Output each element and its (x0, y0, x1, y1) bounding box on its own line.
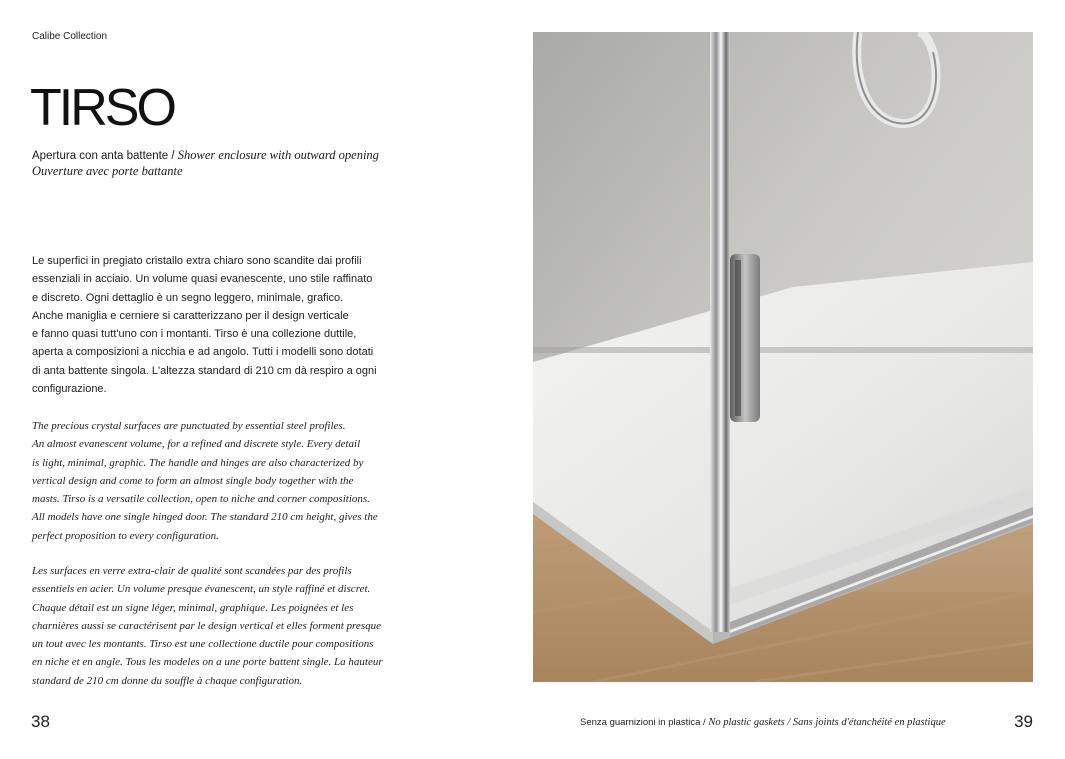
subtitle-en: Shower enclosure with outward opening (177, 148, 379, 162)
body-line: Anche maniglia e cerniere si caratterizzano per il design verticale (32, 309, 349, 322)
body-line: e fanno quasi tutt'uno con i montanti. Tirso è una collezione duttile, (32, 328, 357, 341)
subtitle (32, 148, 432, 180)
page-title: TIRSO (30, 79, 174, 137)
body-line: di anta battente singola. L'altezza standard di 210 cm dà respiro a ogni (32, 364, 377, 377)
body-line: vertical design and come to form an almost single body together with the (32, 474, 354, 487)
body-line: essenziali in acciaio. Un volume quasi evanescente, uno stile raffinato (32, 273, 373, 286)
body-line: masts. Tirso is a versatile collection, open to niche and corner compositions. (32, 493, 370, 506)
body-line: aperta a composizioni a nicchia e ad angolo. Tutti i modelli sono dotati (32, 346, 374, 359)
body-line: un tout avec les montants. Tirso est une collectione ductile pour compositions (32, 638, 374, 651)
body-line: configurazione. (32, 383, 107, 396)
body-line: Les surfaces en verre extra-clair de qualité sont scandées par des profils (32, 565, 352, 577)
body-line: All models have one single hinged door. The standard 210 cm height, gives the (32, 511, 378, 524)
body-line: An almost evanescent volume, for a refined and discrete style. Every detail (32, 438, 361, 451)
body-english (32, 417, 412, 545)
caption-it: Senza guarnizioni in plastica / (580, 717, 706, 728)
body-italian (32, 252, 412, 398)
page-number-right: 39 (1014, 712, 1033, 731)
photo-caption (580, 717, 946, 728)
product-photo (533, 32, 1033, 682)
body-line: en niche et en angle. Tous les modeles on a une porte battent single. La hauteur (32, 656, 383, 669)
body-line: perfect proposition to every configuration. (32, 529, 219, 542)
body-line: standard de 210 cm donne du souffle à chaque configuration. (32, 674, 303, 687)
body-french (32, 562, 412, 690)
body-line: Le superfici in pregiato cristallo extra chiaro sono scandite dai profili (32, 255, 362, 267)
body-line: essentiels en acier. Un volume presque évanescent, un style raffiné et discret. (32, 583, 371, 596)
subtitle-fr: Ouverture avec porte battante (32, 164, 183, 178)
body-line: The precious crystal surfaces are punctuated by essential steel profiles. (32, 420, 346, 432)
subtitle-it: Apertura con anta battente / (32, 150, 175, 162)
page-number-left: 38 (31, 712, 50, 731)
body-line: charnières aussi se caractérisent par le design vertical et elles forment presque (32, 619, 381, 632)
body-line: is light, minimal, graphic. The handle and hinges are also characterized by (32, 456, 364, 469)
body-line: Chaque détail est un signe léger, minimal, graphique. Les poignées et les (32, 601, 354, 614)
brand-label: Calibe Collection (32, 31, 108, 42)
caption-en-fr: No plastic gaskets / Sans joints d'étanchéité en plastique (708, 717, 946, 728)
body-line: e discreto. Ogni dettaglio è un segno leggero, minimale, grafico. (32, 291, 344, 304)
